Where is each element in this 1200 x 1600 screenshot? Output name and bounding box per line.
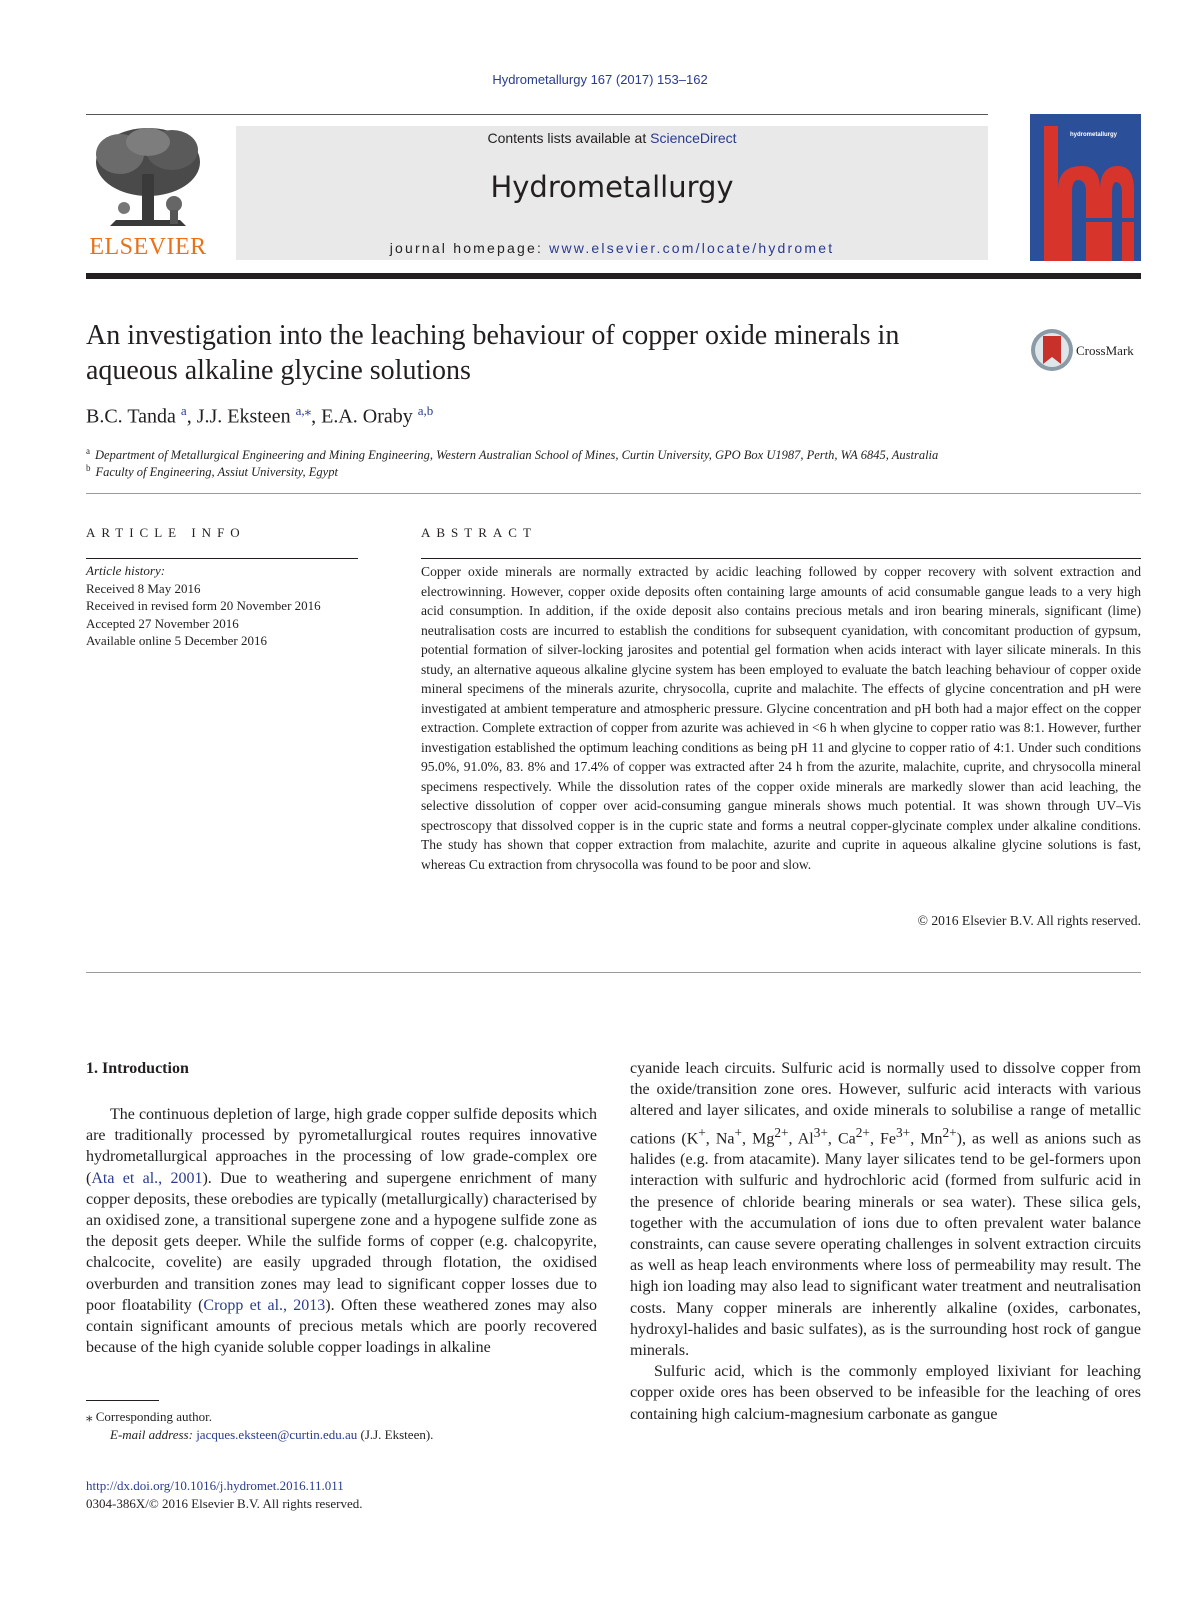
ion-symbol: Mg [752,1129,775,1147]
journal-homepage-link[interactable]: www.elsevier.com/locate/hydromet [549,240,835,256]
affiliation-divider [86,493,1141,494]
ion-charge: 2+ [855,1124,870,1140]
crossmark-badge[interactable] [1030,328,1150,374]
affiliation-text: Department of Metallurgical Engineering and Mining Engineering, Western Australian School of Mines, Curtin University, GPO Box U1987, Perth, WA 6845, Australia [95,448,939,463]
history-heading: Article history: [86,563,166,578]
abstract-divider [86,972,1141,973]
abstract-body: Copper oxide minerals are normally extracted by acidic leaching followed by copper recovery with solvent extraction and electrowinning. However, copper oxide deposits often containing large amounts of acid consumable gangue leads to a very high acid consumption. In addition, if the oxide deposit also contains precious metals and iron bearing minerals, significant (lime) neutralisation costs are incurred to establish the conditions for subsequent cyanidation, with concomitant production of gypsum, potential formation of silver-locking jarosites and potential gel formation when acids interact with layer silicate minerals. In this study, an alternative aqueous alkaline glycine system has been employed to evaluate the batch leaching behaviour of copper oxide mineral specimens of the minerals azurite, chrysocolla, cuprite and malachite. The effects of glycine concentration and pH were investigated at ambient temperature and atmospheric pressure. Glycine concentration and pH both had a major effect on the copper extraction. Complete extraction of copper from azurite was achieved in <6 h when glycine to copper ratio was 8:1. However, further investigation established the optimum leaching conditions as being pH 11 and glycine to copper ratio of 4:1. Under such conditions 95.0%, 91.0%, 83. 8% and 17.4% of copper was extracted after 24 h from the azurite, malachite, cuprite, and chrysocolla mineral specimens respectively. While the dissolution rates of the copper oxide minerals are markedly slower than acid leaching, the selective dissolution of copper over acid-consuming gangue minerals shows much potential. It was shown through UV–Vis spectroscopy that dissolved copper is in the cupric state and forms a neutral copper-glycinate complex under alkaline conditions. The study has shown that copper extraction from malachite, azurite and cuprite in aqueous alkaline glycine solutions is fast, whereas Cu extraction from chrysocolla was found to be poor and slow. [421,564,1141,872]
crossmark-icon [1030,328,1074,372]
body-text: ). Due to weathering and supergene enrichment of many copper deposits, these orebodies are typically (metallurgically) characterised by an oxidised zone, a transitional supergene zone and a hypogene sulfide zone as the deposit gets deeper. While the sulfide forms of copper (e.g. chalcopyrite, chalcocite, covelite) are easily upgraded through flotation, the oxidised overburden and transition zones may lead to significant copper losses due to poor floatability ( [86,1169,597,1314]
history-item: Accepted 27 November 2016 [86,615,239,631]
author-affiliation-marker[interactable]: a,b [417,403,434,418]
elsevier-logo[interactable] [86,124,210,264]
journal-citation-link[interactable]: Hydrometallurgy 167 (2017) 153–162 [492,72,708,87]
header-thick-rule [86,273,1141,279]
crossmark-label: CrossMark [1076,343,1134,358]
intro-paragraph-continued [630,1058,1141,1361]
body-column-right [630,1058,1141,1425]
ion-charge: 2+ [774,1124,789,1140]
ion-symbol: Mn [920,1129,943,1147]
doi-link[interactable]: http://dx.doi.org/10.1016/j.hydromet.2016.11.011 [86,1478,344,1493]
history-item: Available online 5 December 2016 [86,633,267,648]
ion-symbol: Fe [880,1129,896,1147]
affiliation-marker: a [86,446,90,456]
citation-link[interactable]: Ata et al., 2001 [91,1169,203,1187]
contents-line [236,130,988,146]
body-paragraph: Sulfuric acid, which is the commonly employed lixiviant for leaching copper oxide ores has been observed to be infeasible for the leaching of ores containing high calcium-magnesium carbonate as gangue [630,1363,1141,1423]
separator: , [910,1129,921,1147]
affiliation-a [86,446,938,463]
elsevier-wordmark: ELSEVIER [89,234,207,260]
separator: , [705,1129,716,1147]
article-info-heading: ARTICLE INFO [86,525,246,540]
footnote-block [86,1408,433,1443]
journal-masthead [236,126,988,260]
ion-symbol: Na [715,1129,735,1147]
section-heading-introduction: 1. Introduction [86,1060,189,1077]
intro-paragraph [86,1104,597,1358]
abstract-rule [421,558,1141,559]
ion-symbol: Ca [837,1129,856,1147]
separator: , [827,1129,838,1147]
author-name[interactable]: B.C. Tanda [86,405,176,428]
history-item: Received in revised form 20 November 2016 [86,598,321,613]
ion-charge: 3+ [813,1124,828,1140]
affiliation-marker: b [86,463,91,473]
journal-cover-thumbnail[interactable] [1030,114,1141,261]
corresponding-author-text: Corresponding author. [95,1409,213,1424]
article-title: An investigation into the leaching behaviour of copper oxide minerals in aqueous alkaline glycine solutions [86,320,900,386]
email-link[interactable]: jacques.eksteen@curtin.edu.au [196,1426,358,1442]
elsevier-tree-icon [90,124,206,236]
history-item: Received 8 May 2016 [86,580,201,596]
email-label: E-mail address: [110,1426,193,1442]
author-affiliation-marker[interactable]: a [180,403,187,418]
separator: , [869,1129,880,1147]
header-rule [86,114,988,115]
body-text: The continuous depletion of large, high grade copper sulfide deposits which are traditionally processed by pyrometallurgical routes requires innovative hydrometallurgical approaches in the processing of low grade-complex ore ( [86,1106,597,1187]
sciencedirect-link[interactable]: ScienceDirect [650,130,737,146]
body-text: ). Often these weathered zones may also contain significant amounts of precious metals which are poorly recovered because of the high cyanide soluble copper loadings in alkaline [86,1296,597,1357]
journal-title: Hydrometallurgy [490,170,734,204]
email-suffix: (J.J. Eksteen). [357,1426,434,1442]
article-history [86,562,321,650]
body-column-left [86,1104,597,1358]
corresponding-author-note [86,1408,433,1426]
cover-journal-label: hydrometallurgy [1070,132,1118,138]
ion-charge: + [698,1124,706,1140]
author-name[interactable]: E.A. Oraby [321,405,413,428]
body-text: ), as well as anions such as halides (e.g. from atacamite). Many layer silicates tend to be gel-formers upon interaction with sulfuric and hydrochloric acid (formed from sulfuric acid in the presence of chloride bearing minerals or sea water). These silica gels, together with the accumulation of ions due to often prevalent water balance constraints, can cause severe operating challenges in solvent extraction circuits as well as heap leach environments where loss of permeability may result. The high ion loading may also lead to significant water treatment and neutralisation costs. Many copper minerals are inherently alkaline (oxides, carbonates, hydroxyl-halides and basic sulfates), as is the surrounding host rock of gangue minerals. [630,1129,1142,1359]
ion-symbol: Al [797,1129,814,1147]
footnote-rule [86,1400,159,1401]
homepage-line [236,240,988,256]
abstract-heading: ABSTRACT [421,525,537,540]
affiliation-text: Faculty of Engineering, Assiut University, Egypt [95,465,338,480]
author-list: B.C. Tanda $^a$, J.J. Eksteen $^{a,⁎}$, E.A. Oraby $^{a,b}$ [86,403,434,428]
email-line [86,1426,433,1444]
author-affiliation-marker[interactable]: a,⁎ [295,403,312,418]
contents-prefix: Contents lists available at [487,130,651,146]
body-text: cyanide leach circuits. Sulfuric acid is normally used to dissolve copper from the oxide/transition zone ores. However, sulfuric acid interacts with various altered and layer silicates, and oxide minerals to solubilise a range of metallic cations (K [630,1060,1141,1147]
separator: , [788,1129,798,1147]
ion-charge: 3+ [896,1124,911,1140]
abstract-copyright: © 2016 Elsevier B.V. All rights reserved. [917,913,1141,928]
author-name[interactable]: J.J. Eksteen [196,405,291,428]
ion-charge: 2+ [942,1124,957,1140]
homepage-prefix: journal homepage: [389,240,550,256]
separator: , [742,1129,753,1147]
footnote-marker: ⁎ [86,1409,93,1424]
issn-line: 0304-386X/© 2016 Elsevier B.V. All rights reserved. [86,1495,363,1511]
ion-charge: + [734,1124,743,1140]
citation-link[interactable]: Cropp et al., 2013 [203,1296,326,1314]
doi-block [86,1477,362,1512]
affiliation-b [86,463,338,480]
article-info-rule [86,558,358,559]
